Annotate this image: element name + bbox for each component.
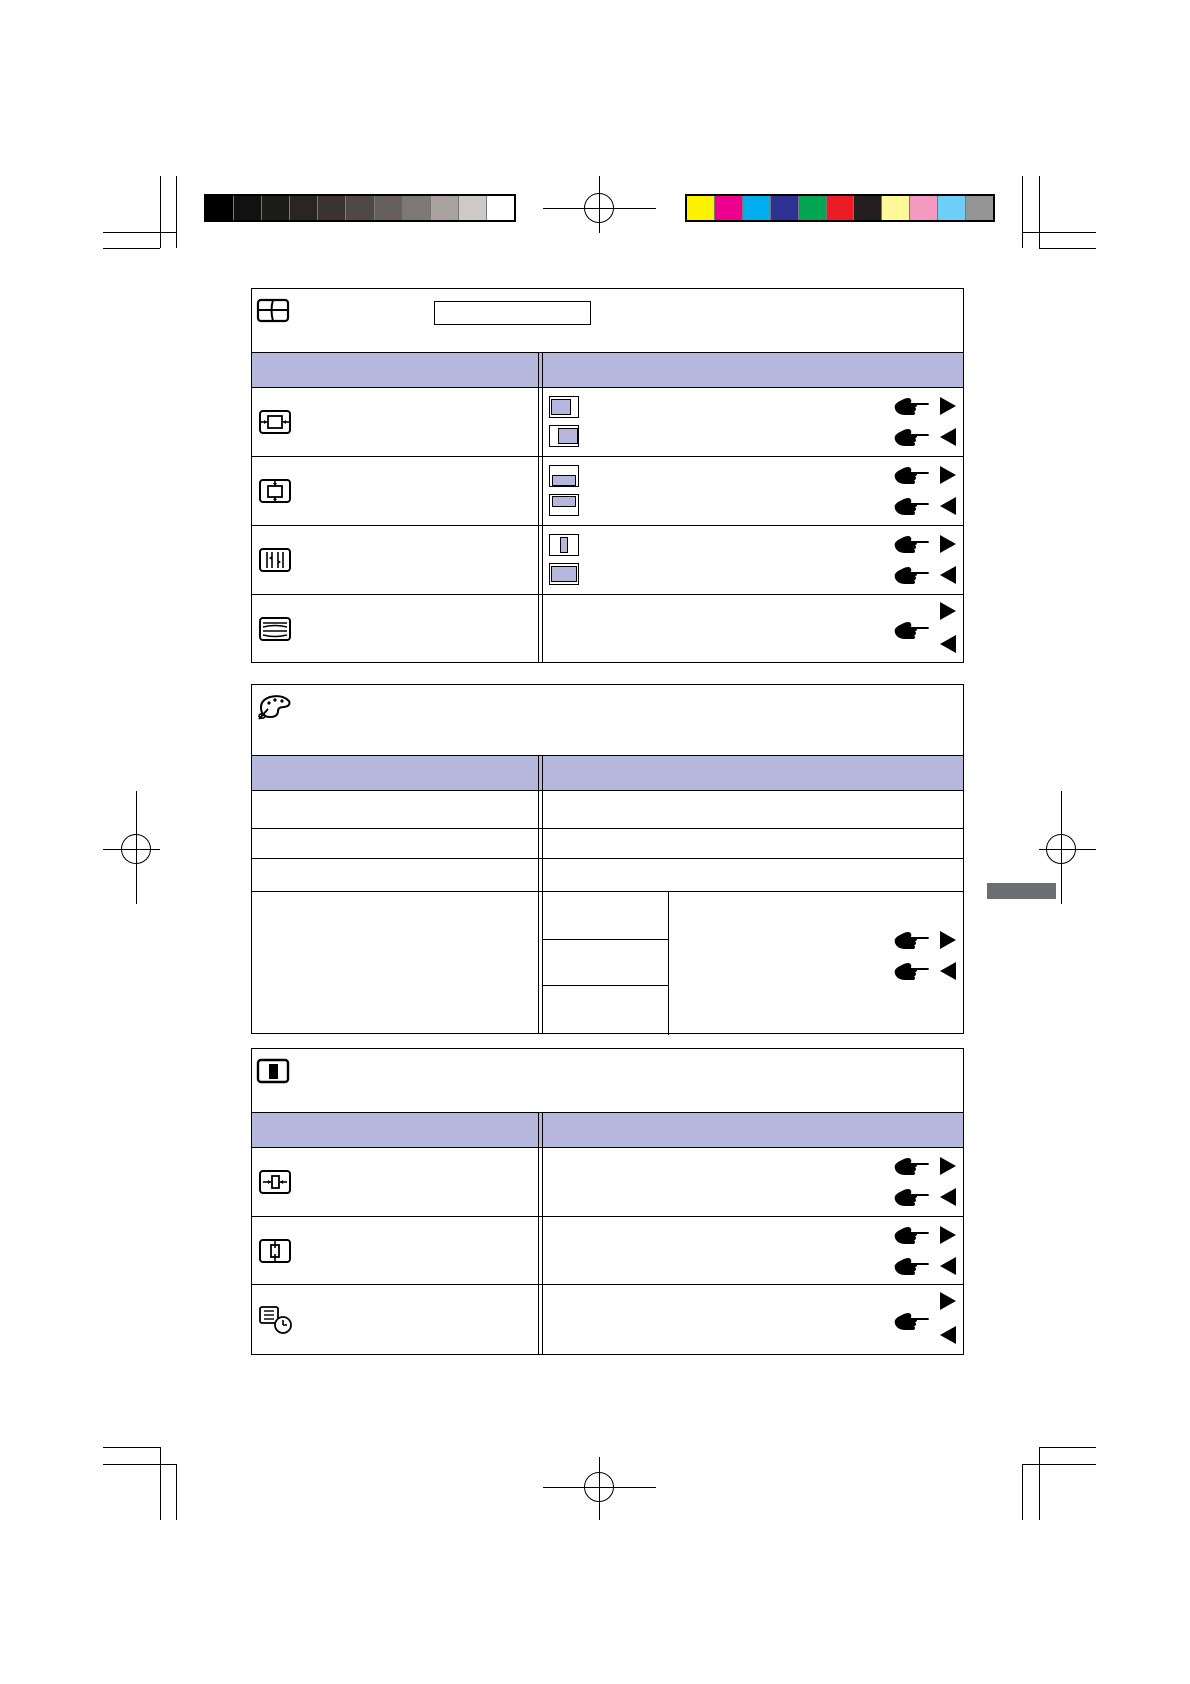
table-row bbox=[252, 859, 963, 892]
hand-pointer-icon bbox=[893, 1185, 929, 1209]
left-arrow-icon bbox=[939, 496, 957, 516]
color-swatch bbox=[910, 196, 938, 220]
sub-option-cell bbox=[543, 986, 668, 1035]
grayscale-swatch bbox=[346, 196, 374, 220]
table-row bbox=[252, 829, 963, 859]
grayscale-swatch bbox=[206, 196, 234, 220]
section-thumb-tab bbox=[987, 883, 1056, 899]
color-swatch bbox=[966, 196, 993, 220]
right-arrow-icon bbox=[939, 1291, 957, 1311]
screen-down-thumb bbox=[549, 465, 579, 487]
table-row bbox=[252, 1148, 963, 1217]
right-arrow-icon bbox=[939, 534, 957, 554]
table-header bbox=[252, 1112, 963, 1148]
table-row bbox=[252, 1285, 963, 1356]
table-row bbox=[252, 388, 963, 457]
process-color-bar bbox=[685, 194, 995, 222]
v-position-icon bbox=[258, 477, 292, 505]
hand-pointer-icon bbox=[893, 463, 929, 487]
clock-icon bbox=[258, 546, 292, 574]
color-swatch bbox=[799, 196, 827, 220]
left-arrow-icon bbox=[939, 565, 957, 585]
color-swatch bbox=[938, 196, 966, 220]
left-arrow-icon bbox=[939, 634, 957, 654]
left-arrow-icon bbox=[939, 427, 957, 447]
table-row bbox=[252, 526, 963, 595]
right-arrow-icon bbox=[939, 396, 957, 416]
right-arrow-icon bbox=[939, 601, 957, 621]
screen-left-thumb bbox=[549, 396, 579, 418]
sub-option-cell bbox=[543, 892, 668, 940]
color-adjust-panel bbox=[251, 684, 964, 1034]
color-swatch bbox=[854, 196, 882, 220]
table-header bbox=[252, 755, 963, 791]
osd-time-out-icon bbox=[258, 1305, 292, 1333]
auto-adjust-box bbox=[434, 301, 591, 325]
right-arrow-icon bbox=[939, 465, 957, 485]
color-swatch bbox=[743, 196, 771, 220]
hand-pointer-icon bbox=[893, 494, 929, 518]
table-row bbox=[252, 595, 963, 664]
grayscale-swatch bbox=[459, 196, 487, 220]
color-swatch bbox=[715, 196, 743, 220]
color-swatch bbox=[882, 196, 910, 220]
right-arrow-icon bbox=[939, 1225, 957, 1245]
left-arrow-icon bbox=[939, 1325, 957, 1345]
table-row bbox=[252, 457, 963, 526]
grayscale-swatch bbox=[375, 196, 403, 220]
table-row bbox=[252, 892, 963, 1035]
grayscale-swatch bbox=[431, 196, 459, 220]
hand-pointer-icon bbox=[893, 1254, 929, 1278]
hand-pointer-icon bbox=[893, 1223, 929, 1247]
osd-adjust-panel bbox=[251, 1048, 964, 1355]
hand-pointer-icon bbox=[893, 1309, 929, 1333]
wide-screen-thumb bbox=[549, 563, 579, 585]
hand-pointer-icon bbox=[893, 563, 929, 587]
sub-column-divider bbox=[668, 892, 669, 1035]
color-swatch bbox=[827, 196, 855, 220]
right-arrow-icon bbox=[939, 1156, 957, 1176]
palette-icon bbox=[256, 693, 290, 721]
grayscale-swatch bbox=[234, 196, 262, 220]
hand-pointer-icon bbox=[893, 394, 929, 418]
h-position-icon bbox=[258, 408, 292, 436]
osd-icon bbox=[256, 1057, 290, 1085]
sub-option-cell bbox=[543, 940, 668, 986]
color-swatch bbox=[687, 196, 715, 220]
screen-up-thumb bbox=[549, 494, 579, 516]
table-row bbox=[252, 1217, 963, 1285]
hand-pointer-icon bbox=[893, 1154, 929, 1178]
grayscale-color-bar bbox=[204, 194, 516, 222]
narrow-screen-thumb bbox=[549, 534, 579, 556]
color-swatch bbox=[771, 196, 799, 220]
grayscale-swatch bbox=[290, 196, 318, 220]
left-arrow-icon bbox=[939, 1187, 957, 1207]
phase-icon bbox=[258, 615, 292, 643]
geometry-icon bbox=[256, 297, 290, 325]
hand-pointer-icon bbox=[893, 425, 929, 449]
table-header bbox=[252, 352, 963, 388]
grayscale-swatch bbox=[403, 196, 431, 220]
hand-pointer-icon bbox=[893, 959, 929, 983]
geometry-adjust-panel bbox=[251, 288, 964, 663]
hand-pointer-icon bbox=[893, 618, 929, 642]
left-arrow-icon bbox=[939, 1256, 957, 1276]
right-arrow-icon bbox=[939, 930, 957, 950]
grayscale-swatch bbox=[262, 196, 290, 220]
grayscale-swatch bbox=[318, 196, 346, 220]
table-row bbox=[252, 791, 963, 829]
screen-right-thumb bbox=[549, 425, 579, 447]
osd-h-position-icon bbox=[258, 1168, 292, 1196]
hand-pointer-icon bbox=[893, 928, 929, 952]
grayscale-swatch bbox=[487, 196, 514, 220]
hand-pointer-icon bbox=[893, 532, 929, 556]
osd-v-position-icon bbox=[258, 1237, 292, 1265]
left-arrow-icon bbox=[939, 961, 957, 981]
